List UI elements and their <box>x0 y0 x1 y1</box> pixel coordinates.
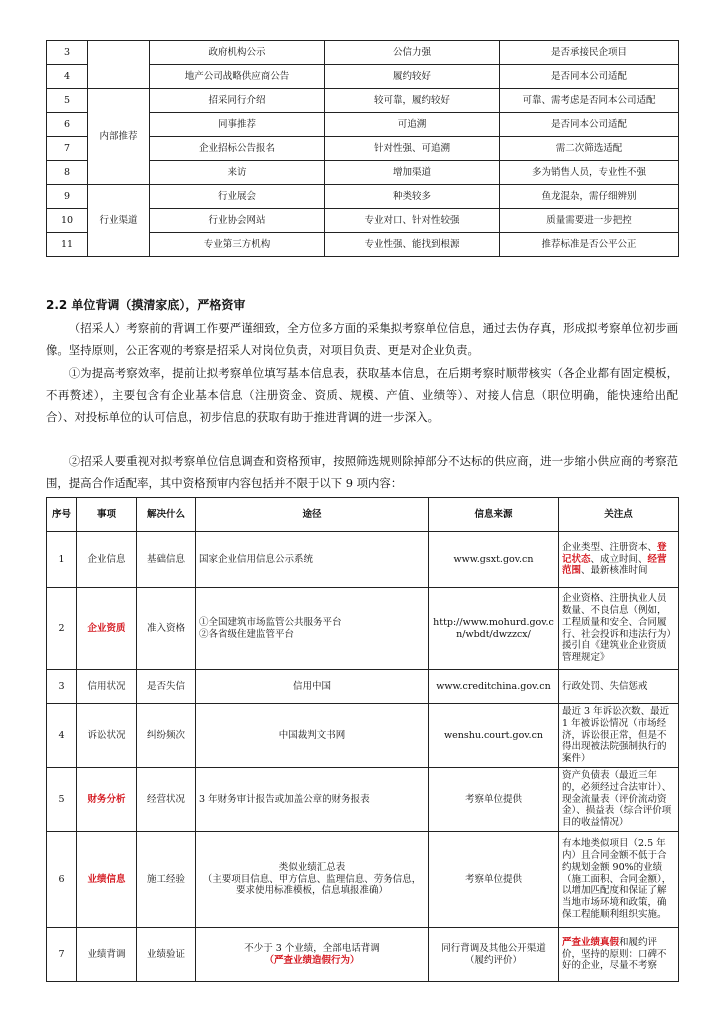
route-cell: 3 年财务审计报告或加盖公章的财务报表 <box>196 768 429 832</box>
focus-cell: 有本地类似项目（2.5 年内）且合同金额不低于合约规划金额 90%的业绩（施工面积、合同金额），以增加匹配度和保证了解当地市场环境和政策，确保工程能顺利组织实施。 <box>559 832 679 928</box>
feature-cell: 专业性强、能找到根源 <box>325 233 500 257</box>
channel-cell: 政府机构公示 <box>150 41 325 65</box>
channel-cell: 招采同行介绍 <box>150 89 325 113</box>
row-number: 7 <box>47 928 77 982</box>
source-cell <box>429 928 559 982</box>
focus-highlight: 严查业绩真假 <box>562 936 620 948</box>
route-cell <box>196 588 429 670</box>
focus-text: 、最新核准时间 <box>581 565 648 577</box>
source-cell: http://www.mohurd.gov.cn/wbdt/dwzzcx/ <box>429 588 559 670</box>
solve-cell: 基础信息 <box>137 532 196 588</box>
route-highlight: （严查业绩造假行为） <box>264 954 360 966</box>
route-line: 不少于 3 个业绩，全部电话背调 <box>244 942 380 954</box>
category-cell: 内部推荐 <box>88 89 150 185</box>
feature-cell: 较可靠，履约较好 <box>325 89 500 113</box>
focus-cell <box>559 532 679 588</box>
solve-cell: 施工经验 <box>137 832 196 928</box>
channel-table <box>46 40 679 257</box>
row-number: 6 <box>47 113 88 137</box>
note-cell: 是否同本公司适配 <box>500 65 679 89</box>
row-number: 10 <box>47 209 88 233</box>
item-cell: 业绩背调 <box>77 928 137 982</box>
paragraph: ②招采人要重视对拟考察单位信息调查和资格预审，按照筛选规则除掉部分不达标的供应商，进一步缩小供应商的考察范围，提高合作适配率，其中资格预审内容包括并不限于以下 9 项内容： <box>46 454 678 490</box>
note-cell: 多为销售人员，专业性不强 <box>500 161 679 185</box>
solve-cell: 是否失信 <box>137 670 196 704</box>
route-cell: 国家企业信用信息公示系统 <box>196 532 429 588</box>
item-cell: 诉讼状况 <box>77 704 137 768</box>
table-row <box>47 41 679 65</box>
header-source: 信息来源 <box>429 498 559 532</box>
route-line: （主要项目信息、甲方信息、监理信息、劳务信息，要求使用标准模板，信息填报准确） <box>202 873 422 897</box>
solve-cell: 经营状况 <box>137 768 196 832</box>
category-cell: 行业渠道 <box>88 185 150 257</box>
table-row <box>47 670 679 704</box>
route-cell <box>196 832 429 928</box>
feature-cell: 可追溯 <box>325 113 500 137</box>
paragraph: ①为提高考察效率，提前让拟考察单位填写基本信息表，获取基本信息，在后期考察时顺带核实（各企业都有固定模板，不再赘述），主要包含有企业基本信息（注册资金、资质、规模、产值、业绩等）、对接人信息（职位明确，能快速给出配合）、对投标单位的认可信息，初步信息的获取有助于推进背调的进一步深入。 <box>46 366 678 424</box>
header-route: 途径 <box>196 498 429 532</box>
route-cell: 中国裁判文书网 <box>196 704 429 768</box>
solve-cell: 业绩验证 <box>137 928 196 982</box>
channel-cell: 地产公司战略供应商公告 <box>150 65 325 89</box>
header-solve: 解决什么 <box>137 498 196 532</box>
feature-cell: 种类较多 <box>325 185 500 209</box>
focus-text: 企业类型、注册资本、 <box>562 541 658 553</box>
table-row <box>47 588 679 670</box>
focus-cell: 行政处罚、失信惩戒 <box>559 670 679 704</box>
channel-cell: 来访 <box>150 161 325 185</box>
table-row <box>47 185 679 209</box>
route-cell: 信用中国 <box>196 670 429 704</box>
header-item: 事项 <box>77 498 137 532</box>
note-cell: 是否承接民企项目 <box>500 41 679 65</box>
source-cell: www.creditchina.gov.cn <box>429 670 559 704</box>
row-number: 5 <box>47 768 77 832</box>
note-cell: 鱼龙混杂，需仔细辨别 <box>500 185 679 209</box>
channel-cell: 行业展会 <box>150 185 325 209</box>
solve-cell: 准入资格 <box>137 588 196 670</box>
channel-cell: 专业第三方机构 <box>150 233 325 257</box>
table-row <box>47 832 679 928</box>
focus-highlight: 登记状态 <box>562 541 667 565</box>
category-cell <box>88 41 150 89</box>
focus-cell <box>559 928 679 982</box>
row-number: 3 <box>47 41 88 65</box>
note-cell: 是否同本公司适配 <box>500 113 679 137</box>
table-header-row <box>47 498 679 532</box>
item-cell: 财务分析 <box>77 768 137 832</box>
route-cell <box>196 928 429 982</box>
feature-cell: 专业对口、针对性较强 <box>325 209 500 233</box>
table-row <box>47 928 679 982</box>
source-cell: wenshu.court.gov.cn <box>429 704 559 768</box>
feature-cell: 履约较好 <box>325 65 500 89</box>
row-number: 4 <box>47 704 77 768</box>
source-cell: www.gsxt.gov.cn <box>429 532 559 588</box>
row-number: 4 <box>47 65 88 89</box>
note-cell: 可靠、需考虑是否同本公司适配 <box>500 89 679 113</box>
route-line: ①全国建筑市场监管公共服务平台 <box>199 616 342 628</box>
table-row <box>47 768 679 832</box>
table-row <box>47 89 679 113</box>
feature-cell: 增加渠道 <box>325 161 500 185</box>
focus-cell: 企业资格、注册执业人员数量、不良信息（例如，工程质量和安全、合同履行、社会投诉和违法行为）援引自《建筑业企业资质管理规定》 <box>559 588 679 670</box>
channel-cell: 同事推荐 <box>150 113 325 137</box>
source-cell: 考察单位提供 <box>429 768 559 832</box>
table-row <box>47 532 679 588</box>
prequalification-table <box>46 497 679 982</box>
row-number: 1 <box>47 532 77 588</box>
row-number: 5 <box>47 89 88 113</box>
table-row <box>47 704 679 768</box>
item-cell: 信用状况 <box>77 670 137 704</box>
row-number: 11 <box>47 233 88 257</box>
focus-cell: 资产负债表（最近三年的，必须经过合法审计）、现金流量表（评价流动资金）、损益表（综合评价项目的收益情况） <box>559 768 679 832</box>
row-number: 8 <box>47 161 88 185</box>
channel-cell: 行业协会网站 <box>150 209 325 233</box>
feature-cell: 公信力强 <box>325 41 500 65</box>
source-line: 同行背调及其他公开渠道 <box>441 942 546 954</box>
section-heading: 2.2 单位背调（摸清家底），严格资审 <box>46 298 246 312</box>
focus-text: 、成立时间、 <box>590 553 648 565</box>
focus-highlight: 经营范围 <box>562 553 667 577</box>
item-cell: 企业资质 <box>77 588 137 670</box>
row-number: 9 <box>47 185 88 209</box>
solve-cell: 纠纷频次 <box>137 704 196 768</box>
note-cell: 推荐标准是否公平公正 <box>500 233 679 257</box>
row-number: 3 <box>47 670 77 704</box>
note-cell: 质量需要进一步把控 <box>500 209 679 233</box>
channel-cell: 企业招标公告报名 <box>150 137 325 161</box>
item-cell: 企业信息 <box>77 532 137 588</box>
row-number: 6 <box>47 832 77 928</box>
header-no: 序号 <box>47 498 77 532</box>
source-cell: 考察单位提供 <box>429 832 559 928</box>
row-number: 7 <box>47 137 88 161</box>
row-number: 2 <box>47 588 77 670</box>
note-cell: 需二次筛选适配 <box>500 137 679 161</box>
route-line: ②各省级住建监管平台 <box>199 628 295 640</box>
focus-cell: 最近 3 年诉讼次数、最近 1 年被诉讼情况（市场经济，诉讼很正常，但是不得出现被法院强制执行的案件） <box>559 704 679 768</box>
feature-cell: 针对性强、可追溯 <box>325 137 500 161</box>
header-focus: 关注点 <box>559 498 679 532</box>
route-line: 类似业绩汇总表 <box>278 861 346 873</box>
paragraph: （招采人）考察前的背调工作要严谨细致，全方位多方面的采集拟考察单位信息，通过去伪存真，形成拟考察单位初步画像。坚持原则，公正客观的考察是招采人对岗位负责，对项目负责、更是对企业负责。 <box>46 321 678 357</box>
item-cell: 业绩信息 <box>77 832 137 928</box>
focus-text: 和履约评价，坚持的原则：口碑不好的企业，尽量不考察 <box>562 936 667 972</box>
source-line: （履约评价） <box>464 954 522 966</box>
